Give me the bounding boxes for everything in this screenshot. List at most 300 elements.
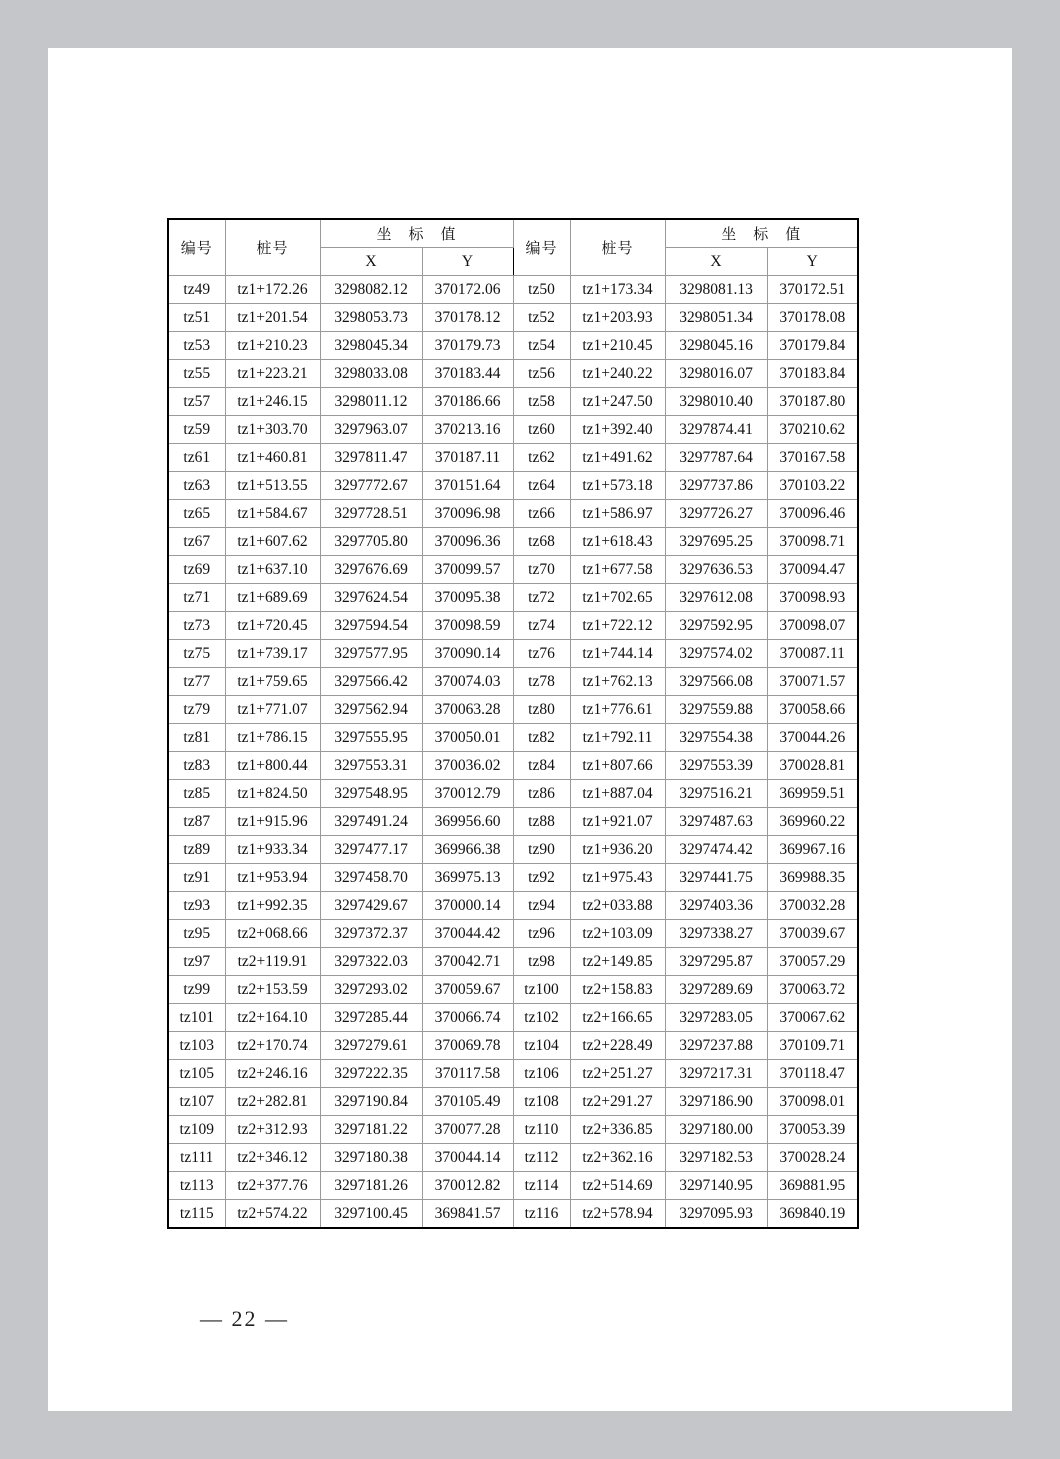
cell-y-right: 370098.71 <box>767 528 858 556</box>
cell-y-left: 370183.44 <box>422 360 513 388</box>
header-y-left: Y <box>422 248 513 276</box>
cell-pile-right: tz2+291.27 <box>570 1088 665 1116</box>
cell-x-left: 3297577.95 <box>320 640 422 668</box>
cell-y-left: 370050.01 <box>422 724 513 752</box>
cell-id-right: tz72 <box>513 584 570 612</box>
cell-y-right: 370098.01 <box>767 1088 858 1116</box>
cell-y-left: 370042.71 <box>422 948 513 976</box>
cell-id-left: tz101 <box>168 1004 225 1032</box>
cell-y-left: 370069.78 <box>422 1032 513 1060</box>
table-row <box>168 416 858 444</box>
cell-x-right: 3297612.08 <box>665 584 767 612</box>
cell-pile-left: tz1+992.35 <box>225 892 320 920</box>
cell-id-left: tz107 <box>168 1088 225 1116</box>
cell-x-left: 3297181.26 <box>320 1172 422 1200</box>
cell-pile-left: tz2+246.16 <box>225 1060 320 1088</box>
cell-x-right: 3297140.95 <box>665 1172 767 1200</box>
cell-pile-right: tz2+578.94 <box>570 1200 665 1229</box>
cell-id-right: tz114 <box>513 1172 570 1200</box>
cell-id-left: tz75 <box>168 640 225 668</box>
cell-id-right: tz86 <box>513 780 570 808</box>
cell-pile-right: tz1+173.34 <box>570 276 665 304</box>
cell-id-right: tz94 <box>513 892 570 920</box>
cell-pile-right: tz1+491.62 <box>570 444 665 472</box>
cell-pile-right: tz2+033.88 <box>570 892 665 920</box>
cell-y-right: 370178.08 <box>767 304 858 332</box>
cell-x-left: 3297181.22 <box>320 1116 422 1144</box>
cell-id-right: tz50 <box>513 276 570 304</box>
cell-y-left: 370066.74 <box>422 1004 513 1032</box>
cell-x-left: 3297429.67 <box>320 892 422 920</box>
cell-pile-left: tz2+170.74 <box>225 1032 320 1060</box>
cell-x-right: 3297574.02 <box>665 640 767 668</box>
cell-y-right: 370071.57 <box>767 668 858 696</box>
cell-x-right: 3297474.42 <box>665 836 767 864</box>
table-row <box>168 1144 858 1172</box>
cell-y-left: 370098.59 <box>422 612 513 640</box>
cell-pile-left: tz1+771.07 <box>225 696 320 724</box>
table-row <box>168 892 858 920</box>
cell-id-left: tz91 <box>168 864 225 892</box>
cell-id-right: tz88 <box>513 808 570 836</box>
cell-y-left: 370044.42 <box>422 920 513 948</box>
cell-x-left: 3297963.07 <box>320 416 422 444</box>
cell-y-right: 370053.39 <box>767 1116 858 1144</box>
cell-x-left: 3297477.17 <box>320 836 422 864</box>
cell-x-right: 3297217.31 <box>665 1060 767 1088</box>
cell-id-left: tz109 <box>168 1116 225 1144</box>
cell-x-right: 3297559.88 <box>665 696 767 724</box>
table-row <box>168 388 858 416</box>
cell-id-left: tz115 <box>168 1200 225 1229</box>
cell-y-left: 370187.11 <box>422 444 513 472</box>
cell-pile-right: tz2+149.85 <box>570 948 665 976</box>
cell-pile-left: tz1+513.55 <box>225 472 320 500</box>
cell-pile-right: tz1+247.50 <box>570 388 665 416</box>
cell-x-right: 3298010.40 <box>665 388 767 416</box>
cell-pile-left: tz2+164.10 <box>225 1004 320 1032</box>
cell-pile-left: tz1+824.50 <box>225 780 320 808</box>
cell-pile-right: tz1+702.65 <box>570 584 665 612</box>
cell-pile-right: tz2+336.85 <box>570 1116 665 1144</box>
table-row <box>168 668 858 696</box>
cell-pile-left: tz2+377.76 <box>225 1172 320 1200</box>
table-row <box>168 500 858 528</box>
cell-y-left: 370012.79 <box>422 780 513 808</box>
table-row <box>168 360 858 388</box>
cell-y-left: 369966.38 <box>422 836 513 864</box>
cell-y-left: 370151.64 <box>422 472 513 500</box>
cell-id-right: tz56 <box>513 360 570 388</box>
cell-x-right: 3298016.07 <box>665 360 767 388</box>
cell-x-left: 3298053.73 <box>320 304 422 332</box>
cell-x-right: 3297338.27 <box>665 920 767 948</box>
cell-x-left: 3297811.47 <box>320 444 422 472</box>
cell-x-left: 3297190.84 <box>320 1088 422 1116</box>
cell-y-right: 370179.84 <box>767 332 858 360</box>
cell-id-left: tz97 <box>168 948 225 976</box>
header-coord-right: 坐 标 值 <box>665 219 858 248</box>
cell-x-left: 3297555.95 <box>320 724 422 752</box>
cell-pile-right: tz1+392.40 <box>570 416 665 444</box>
cell-pile-left: tz2+119.91 <box>225 948 320 976</box>
page-number: — 22 — <box>200 1306 289 1331</box>
cell-id-right: tz74 <box>513 612 570 640</box>
header-id-right: 编号 <box>513 219 570 276</box>
cell-x-right: 3298081.13 <box>665 276 767 304</box>
cell-pile-left: tz1+637.10 <box>225 556 320 584</box>
table-row <box>168 948 858 976</box>
cell-y-right: 370067.62 <box>767 1004 858 1032</box>
table-row <box>168 696 858 724</box>
cell-y-left: 370063.28 <box>422 696 513 724</box>
cell-x-right: 3297554.38 <box>665 724 767 752</box>
cell-pile-left: tz1+933.34 <box>225 836 320 864</box>
cell-y-left: 370095.38 <box>422 584 513 612</box>
cell-pile-left: tz1+607.62 <box>225 528 320 556</box>
cell-id-right: tz106 <box>513 1060 570 1088</box>
cell-x-right: 3297726.27 <box>665 500 767 528</box>
cell-pile-left: tz2+282.81 <box>225 1088 320 1116</box>
cell-pile-right: tz1+240.22 <box>570 360 665 388</box>
cell-y-left: 370096.36 <box>422 528 513 556</box>
cell-y-right: 370094.47 <box>767 556 858 584</box>
cell-y-right: 370028.81 <box>767 752 858 780</box>
cell-id-left: tz65 <box>168 500 225 528</box>
cell-id-right: tz104 <box>513 1032 570 1060</box>
cell-y-left: 370044.14 <box>422 1144 513 1172</box>
cell-pile-right: tz1+792.11 <box>570 724 665 752</box>
cell-id-right: tz110 <box>513 1116 570 1144</box>
cell-y-right: 369967.16 <box>767 836 858 864</box>
cell-id-right: tz62 <box>513 444 570 472</box>
cell-pile-left: tz1+759.65 <box>225 668 320 696</box>
table-row <box>168 444 858 472</box>
coordinate-table <box>167 218 859 1229</box>
cell-id-right: tz82 <box>513 724 570 752</box>
cell-x-right: 3297095.93 <box>665 1200 767 1229</box>
cell-x-left: 3297772.67 <box>320 472 422 500</box>
cell-y-right: 369840.19 <box>767 1200 858 1229</box>
cell-id-left: tz95 <box>168 920 225 948</box>
cell-x-left: 3297293.02 <box>320 976 422 1004</box>
cell-pile-right: tz1+776.61 <box>570 696 665 724</box>
cell-id-left: tz77 <box>168 668 225 696</box>
table-row <box>168 808 858 836</box>
cell-y-right: 369881.95 <box>767 1172 858 1200</box>
table-row <box>168 1060 858 1088</box>
cell-y-right: 369988.35 <box>767 864 858 892</box>
cell-y-right: 370187.80 <box>767 388 858 416</box>
cell-id-left: tz103 <box>168 1032 225 1060</box>
table-body <box>168 276 858 1229</box>
cell-y-right: 370098.07 <box>767 612 858 640</box>
cell-y-right: 370057.29 <box>767 948 858 976</box>
cell-y-right: 369960.22 <box>767 808 858 836</box>
table-row <box>168 332 858 360</box>
cell-id-left: tz83 <box>168 752 225 780</box>
table-row <box>168 1088 858 1116</box>
cell-pile-left: tz1+739.17 <box>225 640 320 668</box>
cell-pile-right: tz2+158.83 <box>570 976 665 1004</box>
cell-x-left: 3297705.80 <box>320 528 422 556</box>
cell-id-left: tz113 <box>168 1172 225 1200</box>
cell-x-right: 3297441.75 <box>665 864 767 892</box>
cell-y-right: 370087.11 <box>767 640 858 668</box>
cell-x-left: 3298045.34 <box>320 332 422 360</box>
header-coord-left: 坐 标 值 <box>320 219 513 248</box>
cell-x-right: 3297487.63 <box>665 808 767 836</box>
cell-id-right: tz64 <box>513 472 570 500</box>
cell-id-left: tz85 <box>168 780 225 808</box>
table-row <box>168 724 858 752</box>
table-row <box>168 528 858 556</box>
cell-id-right: tz100 <box>513 976 570 1004</box>
cell-y-left: 370074.03 <box>422 668 513 696</box>
cell-pile-left: tz2+153.59 <box>225 976 320 1004</box>
cell-pile-left: tz1+223.21 <box>225 360 320 388</box>
table-row <box>168 556 858 584</box>
cell-pile-left: tz1+303.70 <box>225 416 320 444</box>
cell-id-left: tz67 <box>168 528 225 556</box>
cell-pile-right: tz2+228.49 <box>570 1032 665 1060</box>
cell-y-left: 370036.02 <box>422 752 513 780</box>
cell-pile-right: tz1+936.20 <box>570 836 665 864</box>
cell-y-left: 369975.13 <box>422 864 513 892</box>
cell-pile-left: tz1+246.15 <box>225 388 320 416</box>
table-row <box>168 276 858 304</box>
cell-y-left: 370213.16 <box>422 416 513 444</box>
cell-id-left: tz63 <box>168 472 225 500</box>
table-row <box>168 920 858 948</box>
cell-id-right: tz96 <box>513 920 570 948</box>
header-id-left: 编号 <box>168 219 225 276</box>
table-row <box>168 304 858 332</box>
cell-x-left: 3297553.31 <box>320 752 422 780</box>
cell-x-right: 3298051.34 <box>665 304 767 332</box>
cell-id-right: tz92 <box>513 864 570 892</box>
cell-id-right: tz108 <box>513 1088 570 1116</box>
cell-y-left: 369841.57 <box>422 1200 513 1229</box>
cell-id-right: tz98 <box>513 948 570 976</box>
header-y-right: Y <box>767 248 858 276</box>
table-row <box>168 1200 858 1229</box>
cell-id-left: tz55 <box>168 360 225 388</box>
cell-id-left: tz93 <box>168 892 225 920</box>
table-row <box>168 1004 858 1032</box>
cell-y-right: 370063.72 <box>767 976 858 1004</box>
cell-y-left: 370117.58 <box>422 1060 513 1088</box>
cell-x-left: 3297372.37 <box>320 920 422 948</box>
cell-x-left: 3297222.35 <box>320 1060 422 1088</box>
table-row <box>168 1032 858 1060</box>
table-row <box>168 780 858 808</box>
cell-id-left: tz61 <box>168 444 225 472</box>
cell-y-right: 370118.47 <box>767 1060 858 1088</box>
cell-y-right: 370028.24 <box>767 1144 858 1172</box>
cell-y-right: 370032.28 <box>767 892 858 920</box>
cell-y-left: 369956.60 <box>422 808 513 836</box>
cell-y-left: 370090.14 <box>422 640 513 668</box>
cell-pile-left: tz1+786.15 <box>225 724 320 752</box>
cell-y-right: 370109.71 <box>767 1032 858 1060</box>
cell-pile-right: tz1+210.45 <box>570 332 665 360</box>
cell-y-right: 370039.67 <box>767 920 858 948</box>
cell-y-left: 370179.73 <box>422 332 513 360</box>
cell-pile-left: tz1+584.67 <box>225 500 320 528</box>
cell-y-left: 370096.98 <box>422 500 513 528</box>
cell-y-right: 370103.22 <box>767 472 858 500</box>
cell-y-right: 370096.46 <box>767 500 858 528</box>
cell-id-left: tz87 <box>168 808 225 836</box>
cell-y-right: 370098.93 <box>767 584 858 612</box>
cell-y-right: 370058.66 <box>767 696 858 724</box>
table-row <box>168 612 858 640</box>
cell-id-right: tz116 <box>513 1200 570 1229</box>
cell-id-right: tz68 <box>513 528 570 556</box>
cell-pile-right: tz1+744.14 <box>570 640 665 668</box>
cell-x-left: 3297548.95 <box>320 780 422 808</box>
cell-pile-right: tz2+251.27 <box>570 1060 665 1088</box>
cell-pile-right: tz1+573.18 <box>570 472 665 500</box>
cell-x-right: 3297636.53 <box>665 556 767 584</box>
cell-pile-left: tz2+346.12 <box>225 1144 320 1172</box>
cell-pile-left: tz2+068.66 <box>225 920 320 948</box>
table-row <box>168 472 858 500</box>
table-row <box>168 752 858 780</box>
cell-x-right: 3297553.39 <box>665 752 767 780</box>
cell-x-left: 3297594.54 <box>320 612 422 640</box>
cell-pile-right: tz1+807.66 <box>570 752 665 780</box>
cell-pile-left: tz1+689.69 <box>225 584 320 612</box>
cell-x-right: 3297695.25 <box>665 528 767 556</box>
cell-y-left: 370099.57 <box>422 556 513 584</box>
cell-pile-right: tz1+762.13 <box>570 668 665 696</box>
cell-id-left: tz59 <box>168 416 225 444</box>
cell-pile-right: tz1+586.97 <box>570 500 665 528</box>
cell-id-right: tz70 <box>513 556 570 584</box>
header-x-left: X <box>320 248 422 276</box>
cell-y-right: 370172.51 <box>767 276 858 304</box>
cell-y-right: 370183.84 <box>767 360 858 388</box>
cell-x-right: 3297787.64 <box>665 444 767 472</box>
cell-y-left: 370000.14 <box>422 892 513 920</box>
cell-pile-right: tz2+166.65 <box>570 1004 665 1032</box>
cell-id-left: tz69 <box>168 556 225 584</box>
cell-pile-right: tz1+677.58 <box>570 556 665 584</box>
header-x-right: X <box>665 248 767 276</box>
cell-id-right: tz76 <box>513 640 570 668</box>
cell-pile-right: tz1+203.93 <box>570 304 665 332</box>
table-header <box>168 219 858 276</box>
cell-pile-right: tz1+887.04 <box>570 780 665 808</box>
cell-pile-left: tz1+172.26 <box>225 276 320 304</box>
cell-x-right: 3297182.53 <box>665 1144 767 1172</box>
cell-x-left: 3297676.69 <box>320 556 422 584</box>
cell-id-left: tz51 <box>168 304 225 332</box>
cell-id-right: tz58 <box>513 388 570 416</box>
cell-x-left: 3297285.44 <box>320 1004 422 1032</box>
table-row <box>168 1116 858 1144</box>
cell-x-left: 3297100.45 <box>320 1200 422 1229</box>
table-row <box>168 864 858 892</box>
cell-id-right: tz112 <box>513 1144 570 1172</box>
cell-x-left: 3297728.51 <box>320 500 422 528</box>
document-page <box>48 48 1012 1411</box>
cell-pile-right: tz2+362.16 <box>570 1144 665 1172</box>
cell-x-right: 3297283.05 <box>665 1004 767 1032</box>
cell-id-left: tz81 <box>168 724 225 752</box>
cell-id-left: tz53 <box>168 332 225 360</box>
cell-x-left: 3298033.08 <box>320 360 422 388</box>
cell-id-left: tz73 <box>168 612 225 640</box>
cell-x-right: 3297566.08 <box>665 668 767 696</box>
cell-x-right: 3297874.41 <box>665 416 767 444</box>
cell-id-right: tz60 <box>513 416 570 444</box>
cell-pile-left: tz2+574.22 <box>225 1200 320 1229</box>
cell-pile-right: tz2+103.09 <box>570 920 665 948</box>
table-row <box>168 640 858 668</box>
cell-id-left: tz99 <box>168 976 225 1004</box>
cell-x-right: 3298045.16 <box>665 332 767 360</box>
cell-id-right: tz52 <box>513 304 570 332</box>
cell-x-right: 3297737.86 <box>665 472 767 500</box>
cell-id-right: tz90 <box>513 836 570 864</box>
cell-pile-right: tz1+618.43 <box>570 528 665 556</box>
cell-y-right: 370044.26 <box>767 724 858 752</box>
cell-pile-left: tz1+201.54 <box>225 304 320 332</box>
cell-x-right: 3297592.95 <box>665 612 767 640</box>
cell-pile-right: tz1+722.12 <box>570 612 665 640</box>
cell-x-left: 3297458.70 <box>320 864 422 892</box>
cell-x-left: 3297180.38 <box>320 1144 422 1172</box>
cell-id-left: tz57 <box>168 388 225 416</box>
cell-y-left: 370105.49 <box>422 1088 513 1116</box>
cell-y-left: 370059.67 <box>422 976 513 1004</box>
cell-id-right: tz102 <box>513 1004 570 1032</box>
cell-id-right: tz66 <box>513 500 570 528</box>
cell-y-left: 370012.82 <box>422 1172 513 1200</box>
cell-id-left: tz49 <box>168 276 225 304</box>
cell-y-left: 370077.28 <box>422 1116 513 1144</box>
cell-x-left: 3297279.61 <box>320 1032 422 1060</box>
cell-x-right: 3297403.36 <box>665 892 767 920</box>
cell-x-left: 3298082.12 <box>320 276 422 304</box>
cell-id-right: tz80 <box>513 696 570 724</box>
cell-y-left: 370172.06 <box>422 276 513 304</box>
cell-pile-left: tz1+915.96 <box>225 808 320 836</box>
cell-y-left: 370178.12 <box>422 304 513 332</box>
cell-id-left: tz79 <box>168 696 225 724</box>
cell-pile-right: tz1+921.07 <box>570 808 665 836</box>
cell-x-right: 3297295.87 <box>665 948 767 976</box>
cell-pile-left: tz1+800.44 <box>225 752 320 780</box>
header-pile-left: 桩号 <box>225 219 320 276</box>
cell-id-left: tz105 <box>168 1060 225 1088</box>
cell-x-left: 3297562.94 <box>320 696 422 724</box>
cell-id-left: tz111 <box>168 1144 225 1172</box>
cell-id-left: tz71 <box>168 584 225 612</box>
cell-pile-left: tz1+460.81 <box>225 444 320 472</box>
cell-pile-right: tz2+514.69 <box>570 1172 665 1200</box>
cell-pile-right: tz1+975.43 <box>570 864 665 892</box>
cell-id-left: tz89 <box>168 836 225 864</box>
cell-pile-left: tz2+312.93 <box>225 1116 320 1144</box>
table-row <box>168 836 858 864</box>
cell-x-left: 3297491.24 <box>320 808 422 836</box>
cell-pile-left: tz1+720.45 <box>225 612 320 640</box>
cell-id-right: tz84 <box>513 752 570 780</box>
